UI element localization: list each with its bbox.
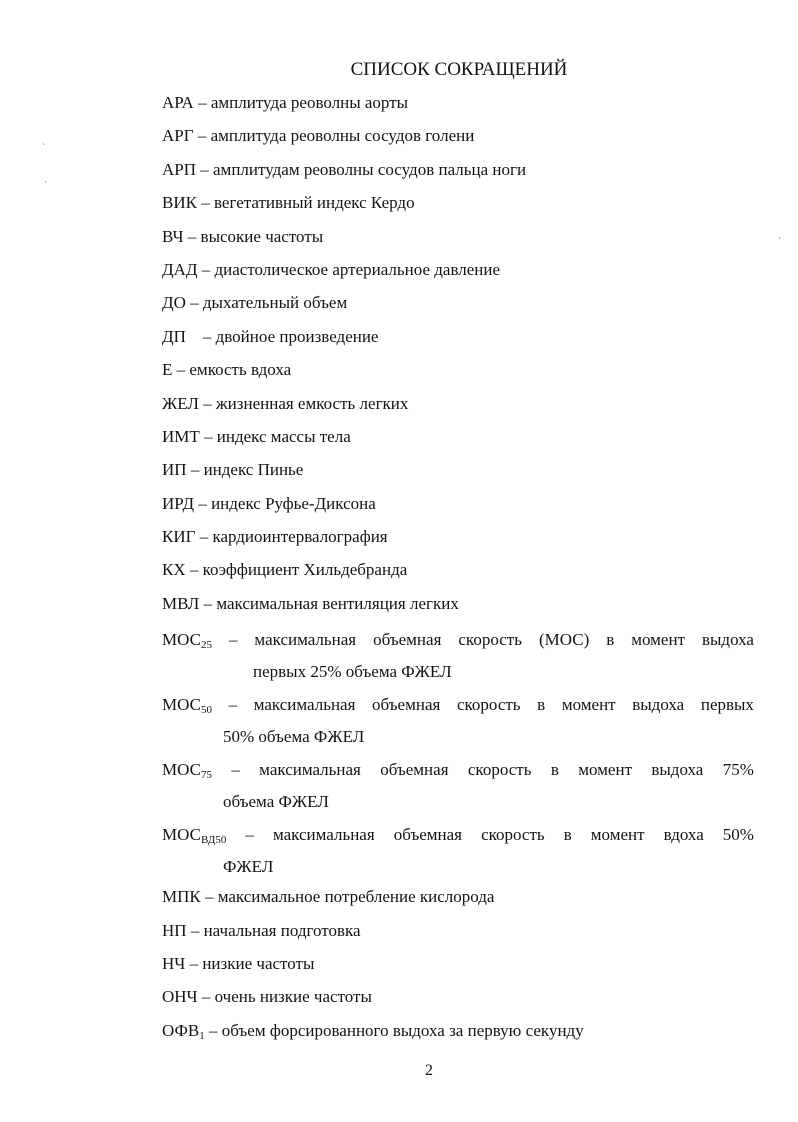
abbreviation-term: ДАД <box>162 259 198 279</box>
abbreviation-entry <box>162 524 754 557</box>
dash: – <box>186 920 204 940</box>
word: скорость <box>467 760 532 780</box>
abbreviation-entry <box>162 257 754 290</box>
abbreviation-definition: очень низкие частоты <box>214 987 372 1007</box>
scan-speck: · <box>44 177 47 187</box>
dash: – <box>186 460 204 480</box>
abbreviation-entry <box>162 290 754 323</box>
dash: – <box>204 1020 222 1040</box>
scan-speck: ˎ <box>42 135 45 145</box>
abbreviation-definition: максимальная вентиляция легких <box>216 593 459 613</box>
abbreviation-definition: высокие частоты <box>200 226 324 246</box>
dash: – <box>197 259 215 279</box>
dash: – <box>196 159 214 179</box>
abbreviation-term: ДО <box>162 293 186 313</box>
word: момент <box>590 825 645 845</box>
abbreviation-definition: емкость вдоха <box>189 360 292 380</box>
abbreviation-definition: жизненная емкость легких <box>215 393 409 413</box>
dash: – <box>245 825 254 845</box>
word: максимальная <box>253 695 356 715</box>
dash: – <box>228 695 238 715</box>
abbreviation-entry <box>162 1018 754 1051</box>
abbreviation-term: ИРД <box>162 493 195 513</box>
abbreviation-group <box>162 90 754 624</box>
abbreviation-term: МПК <box>162 887 201 907</box>
entry-first-line <box>162 754 754 786</box>
word: в <box>606 630 615 650</box>
abbreviation-term: ДП <box>162 326 186 346</box>
dash: – <box>185 326 216 346</box>
dash: – <box>172 360 190 380</box>
word: (МОС) <box>538 630 590 650</box>
word: объемная <box>373 630 442 650</box>
abbreviation-definition: коэффициент Хильдебранда <box>202 560 408 580</box>
abbreviation-entry <box>162 491 754 524</box>
abbreviation-entry <box>162 357 754 390</box>
abbreviation-entry <box>162 884 754 917</box>
dash: – <box>198 393 216 413</box>
entry-continuation: объема ФЖЕЛ <box>223 792 329 812</box>
word: скорость <box>456 695 521 715</box>
abbreviation-term: ИП <box>162 460 187 480</box>
word: момент <box>631 630 685 650</box>
word: максимальная <box>259 760 361 780</box>
dash: – <box>185 293 203 313</box>
word: объемная <box>372 695 441 715</box>
page-title: СПИСОК СОКРАЩЕНИЙ <box>350 59 568 80</box>
dash: – <box>185 560 203 580</box>
abbreviation-definition: индекс массы тела <box>216 426 351 446</box>
abbreviation-entry <box>162 224 754 257</box>
abbreviation-entry <box>162 190 754 223</box>
abbreviation-entry <box>162 424 754 457</box>
entry-continuation: ФЖЕЛ <box>223 857 274 877</box>
abbreviation-definition: индекс Пинье <box>203 460 304 480</box>
entry-continuation: 50% объема ФЖЕЛ <box>223 727 365 747</box>
dash: – <box>185 954 203 974</box>
abbreviation-entry <box>162 157 754 190</box>
abbreviation-term: АРГ <box>162 126 194 146</box>
abbreviation-term: НП <box>162 920 187 940</box>
abbreviation-definition: начальная подготовка <box>203 920 361 940</box>
word: максимальная <box>272 825 375 845</box>
word: выдоха <box>632 695 685 715</box>
abbreviation-term: $МОС_{75}$ <box>162 760 212 782</box>
dash: – <box>193 93 211 112</box>
abbreviation-term: ОНЧ <box>162 987 198 1007</box>
abbreviation-entry <box>162 391 754 424</box>
dash: – <box>194 493 212 513</box>
abbreviation-definition: дыхательный объем <box>202 293 348 313</box>
word: 75% <box>722 760 754 780</box>
word: 50% <box>722 825 754 845</box>
abbreviation-term: ВЧ <box>162 226 184 246</box>
dash: – <box>195 527 213 547</box>
abbreviation-term: НЧ <box>162 954 186 974</box>
abbreviation-term: $МОС_{25}$ <box>162 630 212 652</box>
dash: – <box>197 987 215 1007</box>
abbreviation-term: КХ <box>162 560 186 580</box>
abbreviation-term: $МОС_{50}$ <box>162 695 212 717</box>
abbreviation-list <box>162 90 754 1051</box>
abbreviation-term: ЖЕЛ <box>162 393 199 413</box>
abbreviation-definition: двойное произведение <box>215 326 379 346</box>
abbreviation-definition: амплитуда реоволны аорты <box>210 93 409 112</box>
abbreviation-definition: амплитуда реоволны сосудов голени <box>210 126 475 146</box>
word: первых <box>700 695 754 715</box>
abbreviation-term: АРП <box>162 159 197 179</box>
word: скорость <box>458 630 522 650</box>
word: выдоха <box>651 760 704 780</box>
abbreviation-entry <box>162 90 754 123</box>
entry-continuation: первых 25% объема ФЖЕЛ <box>253 662 452 682</box>
dash: – <box>196 193 214 213</box>
word: объемная <box>380 760 449 780</box>
dash: – <box>200 887 218 907</box>
abbreviation-group <box>162 884 754 1051</box>
entry-first-line <box>162 819 754 851</box>
word: в <box>537 695 546 715</box>
abbreviation-entry <box>162 557 754 590</box>
abbreviation-term: КИГ <box>162 527 196 547</box>
word: объемная <box>393 825 463 845</box>
abbreviation-definition: вегетативный индекс Кердо <box>213 193 415 213</box>
abbreviation-definition: объем форсированного выдоха за первую секунду <box>221 1020 584 1040</box>
word: скорость <box>481 825 545 845</box>
abbreviation-entry <box>162 984 754 1017</box>
abbreviation-term: АРА <box>162 93 194 112</box>
abbreviation-term: $МОС_{ВД50}$ <box>162 825 227 847</box>
abbreviation-entry <box>162 123 754 156</box>
abbreviation-entry <box>162 951 754 984</box>
abbreviation-entry-mos25 <box>162 624 754 688</box>
dash: – <box>228 630 238 650</box>
abbreviation-definition: максимальное потребление кислорода <box>217 887 495 907</box>
word: в <box>563 825 572 845</box>
abbreviation-entry-mos50 <box>162 689 754 753</box>
abbreviation-definition: амплитудам реоволны сосудов пальца ноги <box>213 159 527 179</box>
abbreviation-entry <box>162 324 754 357</box>
page-number: 2 <box>425 1062 433 1079</box>
abbreviation-definition: индекс Руфье-Диксона <box>211 493 376 513</box>
entry-first-line <box>162 689 754 721</box>
abbreviation-term: Е <box>162 360 173 380</box>
word: вдоха <box>663 825 704 845</box>
abbreviation-term: ВИК <box>162 193 197 213</box>
entry-first-line <box>162 624 754 656</box>
abbreviation-entry <box>162 591 754 624</box>
abbreviation-definition: диастолическое артериальное давление <box>214 259 501 279</box>
word: выдоха <box>701 630 754 650</box>
word: максимальная <box>254 630 357 650</box>
dash: – <box>199 593 217 613</box>
dash: – <box>193 126 211 146</box>
abbreviation-entry-mosvd50 <box>162 819 754 883</box>
abbreviation-entry <box>162 457 754 490</box>
scan-speck: · <box>778 233 781 243</box>
abbreviation-term: МВЛ <box>162 593 200 613</box>
dash: – <box>199 426 217 446</box>
abbreviation-term: ИМТ <box>162 426 200 446</box>
word: момент <box>561 695 616 715</box>
word: момент <box>578 760 632 780</box>
dash: – <box>183 226 201 246</box>
word: в <box>550 760 559 780</box>
abbreviation-term: $ОФВ_1$ <box>162 1020 205 1042</box>
dash: – <box>231 760 240 780</box>
abbreviation-definition: низкие частоты <box>202 954 315 974</box>
abbreviation-definition: кардиоинтервалография <box>212 527 388 547</box>
abbreviation-entry-mos75 <box>162 754 754 818</box>
abbreviation-entry <box>162 918 754 951</box>
